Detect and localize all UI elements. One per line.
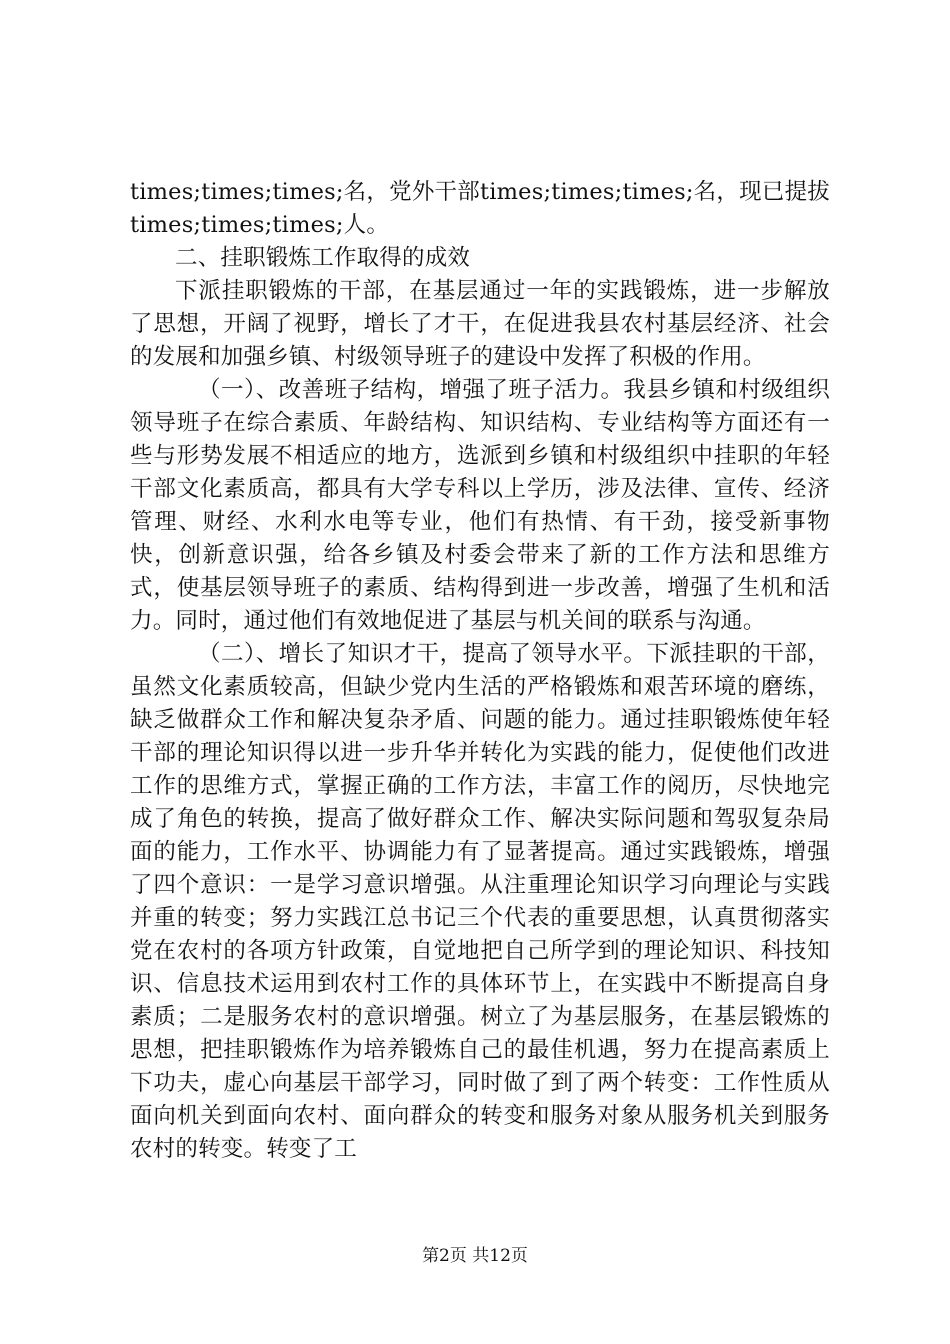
paragraph-continuation: times;times;times;名，党外干部times;times;times;名，现已提拔times;times;times;人。 — [130, 179, 830, 238]
paragraph-point-one: （一）、改善班子结构，增强了班子活力。我县乡镇和村级组织领导班子在综合素质、年龄结构、知识结构、专业结构等方面还有一些与形势发展不相适应的地方，选派到乡镇和村级组织中挂职的年轻干部文化素质高，都具有大学专科以上学历，涉及法律、宣传、经济管理、财经、水利水电等专业，他们有热情、有干劲，接受新事物快，创新意识强，给各乡镇及村委会带来了新的工作方法和思维方式，使基层领导班子的素质、结构得到进一步改善，增强了生机和活力。同时，通过他们有效地促进了基层与机关间的联系与沟通。 — [130, 377, 830, 634]
paragraph-intro: 下派挂职锻炼的干部，在基层通过一年的实践锻炼，进一步解放了思想，开阔了视野，增长了才干，在促进我县农村基层经济、社会的发展和加强乡镇、村级领导班子的建设中发挥了积极的作用。 — [130, 278, 830, 370]
section-heading: 二、挂职锻炼工作取得的成效 — [175, 245, 471, 271]
page-number-footer: 第2页 共12页 — [422, 1246, 528, 1266]
document-body — [130, 176, 830, 1166]
paragraph-point-two: （二）、增长了知识才干，提高了领导水平。下派挂职的干部，虽然文化素质较高，但缺少党内生活的严格锻炼和艰苦环境的磨练，缺乏做群众工作和解决复杂矛盾、问题的能力。通过挂职锻炼使年轻干部的理论知识得以进一步升华并转化为实践的能力，促使他们改进工作的思维方式，掌握正确的工作方法，丰富工作的阅历，尽快地完成了角色的转换，提高了做好群众工作、解决实际问题和驾驭复杂局面的能力，工作水平、协调能力有了显著提高。通过实践锻炼，增强了四个意识：一是学习意识增强。从注重理论知识学习向理论与实践并重的转变；努力实践江总书记三个代表的重要思想，认真贯彻落实党在农村的各项方针政策，自觉地把自己所学到的理论知识、科技知识、信息技术运用到农村工作的具体环节上，在实践中不断提高自身素质；二是服务农村的意识增强。树立了为基层服务，在基层锻炼的思想，把挂职锻炼作为培养锻炼自己的最佳机遇，努力在提高素质上下功夫，虚心向基层干部学习，同时做了到了两个转变：工作性质从面向机关到面向农村、面向群众的转变和服务对象从服务机关到服务农村的转变。转变了工 — [130, 641, 830, 1162]
